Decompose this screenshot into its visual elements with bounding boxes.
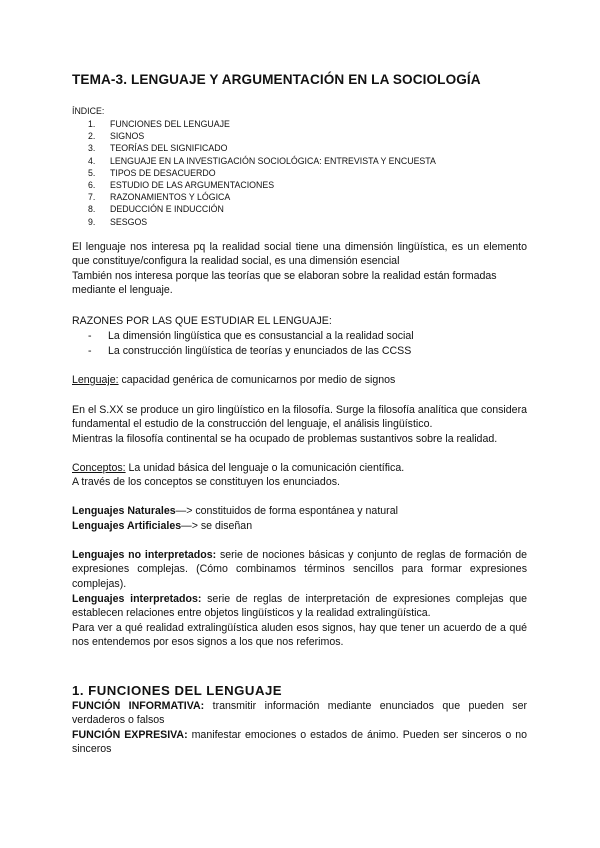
index-item: 6. ESTUDIO DE LAS ARGUMENTACIONES [88,179,275,190]
reasons-heading: RAZONES POR LAS QUE ESTUDIAR EL LENGUAJE: [72,315,332,327]
lenguaje-term: Lenguaje: [72,374,119,386]
conceptos-paragraph: A través de los conceptos se constituyen los enunciados. [72,476,340,488]
reasons-item: - La construcción lingüística de teorías y enunciados de las CCSS [88,345,412,357]
index-list [88,118,436,228]
index-item: 4. LENGUAJE EN LA INVESTIGACIÓN SOCIOLÓGICA: ENTREVISTA Y ENCUESTA [88,155,436,166]
index-item: 5. TIPOS DE DESACUERDO [88,167,216,178]
reasons-item: - La dimensión lingüística que es consustancial a la realidad social [88,330,414,342]
acuerdo-paragraph: Para ver a qué realidad extralingüística aluden esos signos, hay que tener un acuerdo de a qué nos entendemos por esos signos a los que nos referimos. [72,622,527,649]
funcion-informativa: FUNCIÓN INFORMATIVA: transmitir información mediante enunciados que pueden ser verdaderos o falsos [72,700,527,727]
funcion-expresiva: FUNCIÓN EXPRESIVA: manifestar emociones o estados de ánimo. Pueden ser sinceros o no sinceros [72,729,527,756]
conceptos-term: Conceptos: [72,462,126,474]
lenguaje-definition: Lenguaje: capacidad genérica de comunicarnos por medio de signos [72,374,396,386]
index-item: 7. RAZONAMIENTOS Y LÓGICA [88,192,231,203]
index-item: 3. TEORÍAS DEL SIGNIFICADO [88,143,228,154]
lenguajes-artificiales: Lenguajes Artificiales—> se diseñan [72,520,253,532]
lenguajes-no-interpretados: Lenguajes no interpretados: serie de nociones básicas y conjunto de reglas de formación de expresiones complejas. (Cómo combinamos términos sencillos para formar expresiones complejas). [72,549,528,590]
reasons-list [88,329,414,359]
section-heading: 1. FUNCIONES DEL LENGUAJE [72,683,283,698]
intro-paragraph-2: También nos interesa porque las teorías que se elaboran sobre la realidad están formadas mediante el lenguaje. [72,270,497,297]
conceptos-definition: Conceptos: La unidad básica del lenguaje o la comunicación científica. [72,462,405,474]
giro-paragraph-2: Mientras la filosofía continental se ha ocupado de problemas sustantivos sobre la realidad. [72,433,498,445]
lenguajes-interpretados: Lenguajes interpretados: serie de reglas de interpretación de expresiones complejas que establecen relaciones entre objetos lingüísticos y la realidad extralingüística. [72,593,527,620]
index-item: 1. FUNCIONES DEL LENGUAJE [88,119,230,129]
index-item: 2. SIGNOS [88,131,145,142]
index-label: ÍNDICE: [72,106,105,116]
giro-paragraph: En el S.XX se produce un giro lingüístico en la filosofía. Surge la filosofía analítica que considera fundamental el estudio de la construcción del lenguaje, el análisis lingüístico. [72,404,527,431]
intro-paragraph: El lenguaje nos interesa pq la realidad social tiene una dimensión lingüística, es un elemento que constituye/configura la realidad social, es una dimensión esencial [72,241,527,268]
index-item: 8. DEDUCCIÓN E INDUCCIÓN [88,204,224,215]
document-title: TEMA-3. LENGUAJE Y ARGUMENTACIÓN EN LA SOCIOLOGÍA [72,72,481,87]
lenguajes-naturales: Lenguajes Naturales—> constituidos de forma espontánea y natural [72,505,398,517]
index-item: 9. SESGOS [88,216,148,227]
